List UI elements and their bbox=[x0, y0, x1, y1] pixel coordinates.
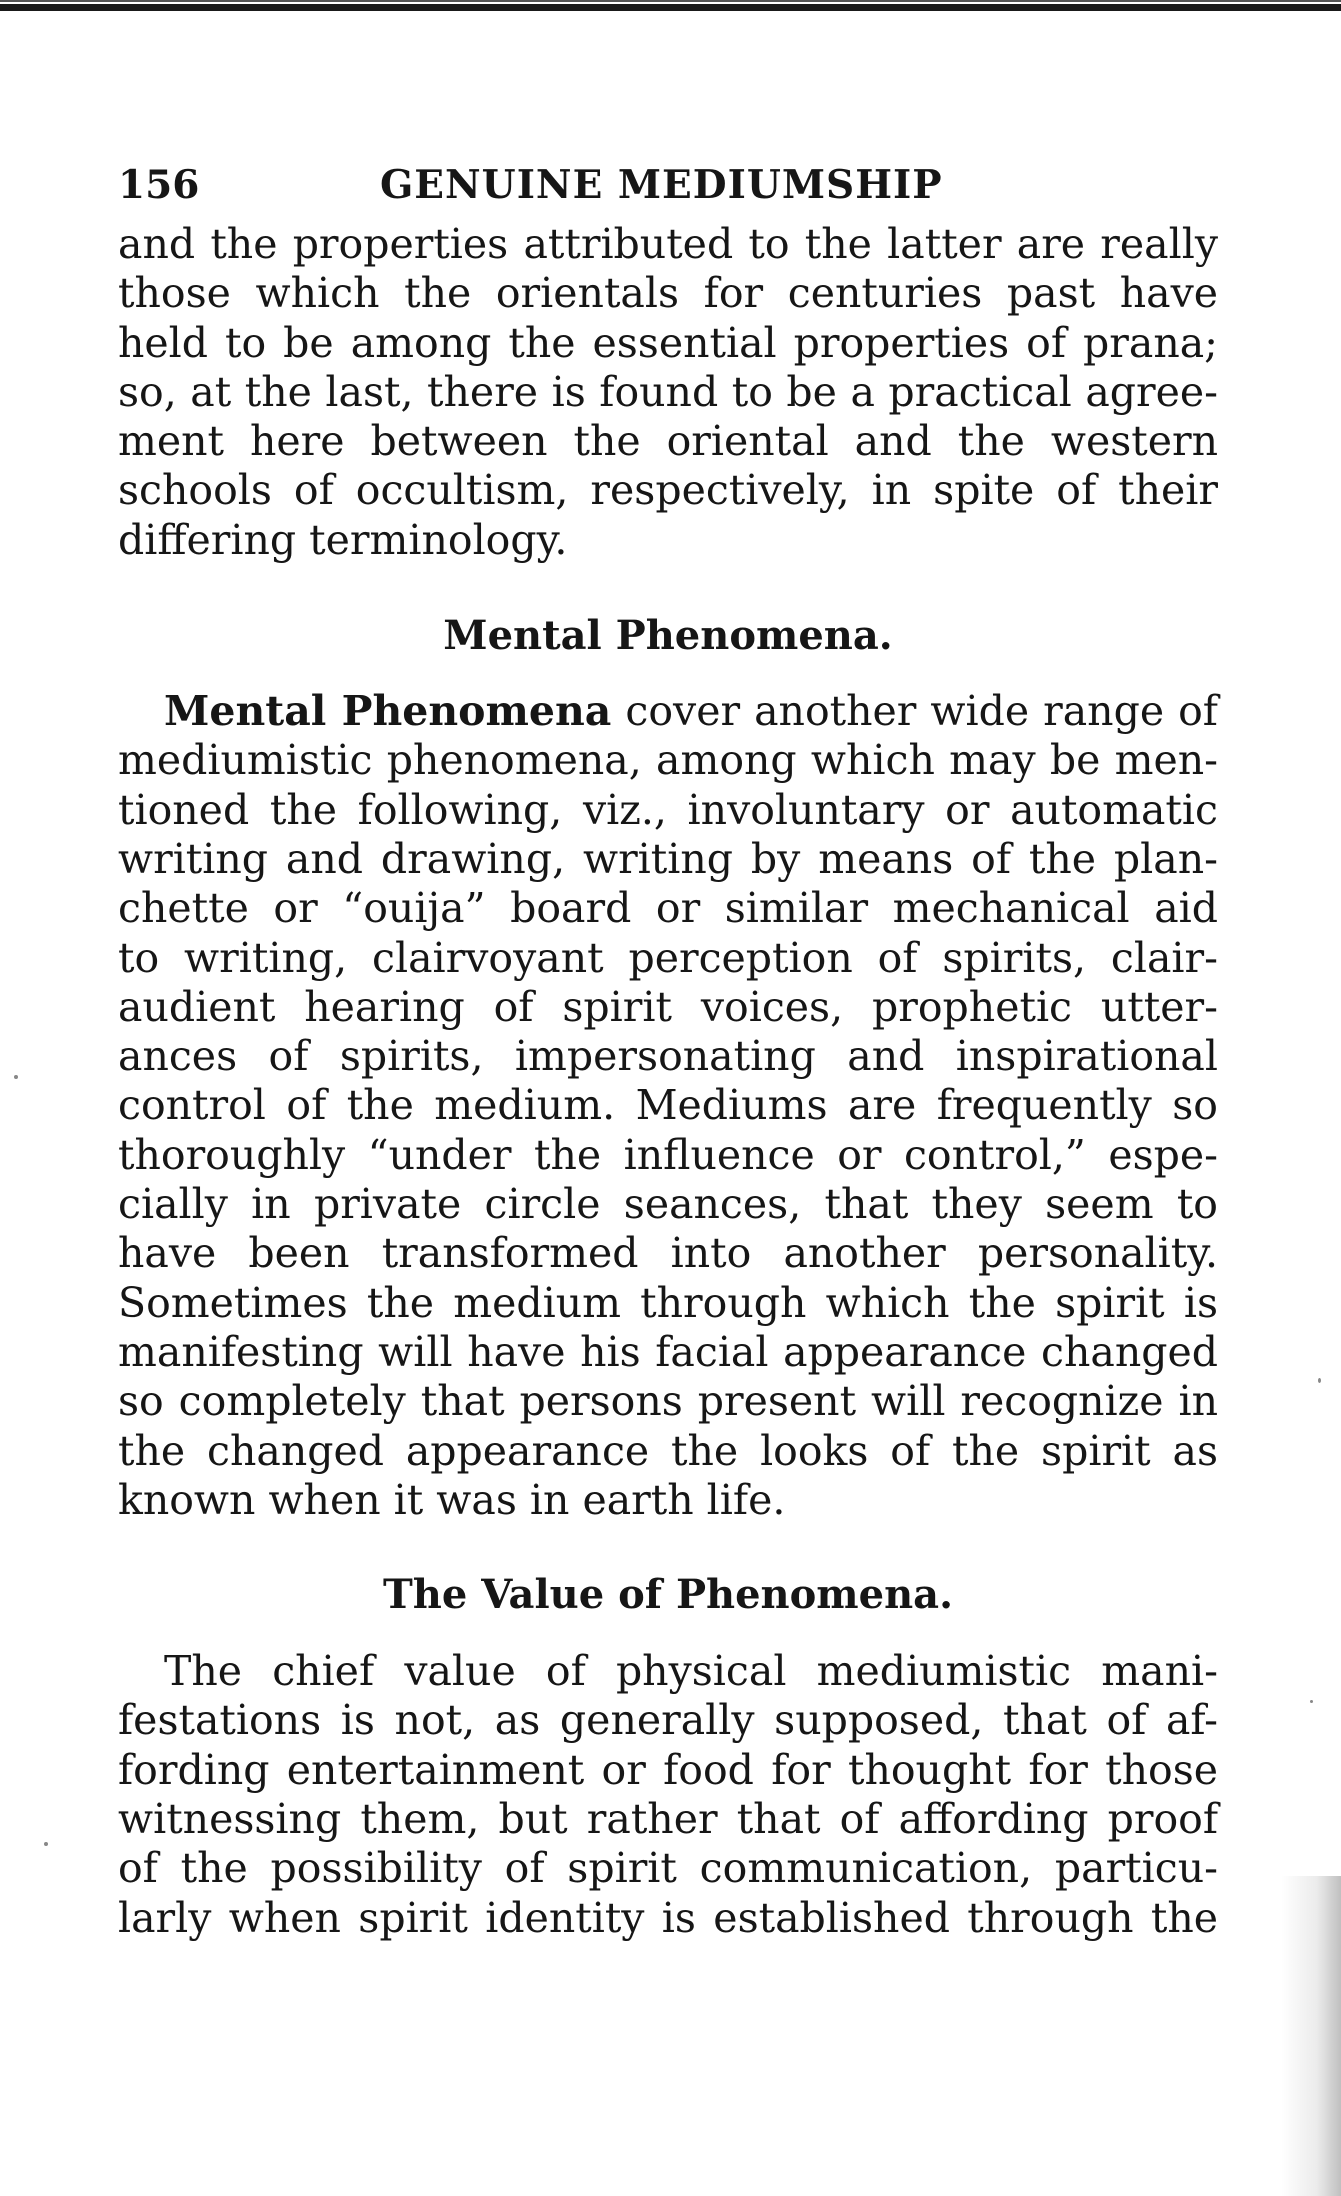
text-line: known when it was in earth life. bbox=[118, 1475, 786, 1524]
running-head bbox=[118, 162, 1218, 220]
page-edge-shadow bbox=[1281, 1876, 1341, 2196]
text-line: held to be among the essential properties of prana; bbox=[118, 318, 1218, 367]
text-line: so, at the last, there is found to be a practical agree- bbox=[118, 367, 1218, 416]
text-line: larly when spirit identity is established through the bbox=[118, 1893, 1218, 1942]
page-number: 156 bbox=[118, 162, 200, 208]
text-line: of the possibility of spirit communication, particu- bbox=[118, 1844, 1218, 1893]
running-title: GENUINE MEDIUMSHIP bbox=[380, 162, 943, 208]
text-line: The chief value of physical mediumistic mani- bbox=[164, 1647, 1218, 1696]
text-line: mediumistic phenomena, among which may be men- bbox=[118, 736, 1218, 785]
text-line: fording entertainment or food for thought for those bbox=[118, 1745, 1218, 1794]
text-line: manifesting will have his facial appearance changed bbox=[118, 1327, 1218, 1376]
text-line: to writing, clairvoyant perception of spirits, clair- bbox=[118, 933, 1218, 982]
top-border-rule bbox=[0, 4, 1341, 11]
text-line: festations is not, as generally supposed, that of af- bbox=[118, 1696, 1218, 1745]
scan-speck bbox=[44, 1842, 48, 1846]
scan-speck bbox=[1318, 1378, 1321, 1383]
text-line: those which the orientals for centuries past have bbox=[118, 269, 1218, 318]
lead-in-term: Mental Phenomena bbox=[164, 687, 612, 736]
text-line: ment here between the oriental and the western bbox=[118, 417, 1218, 466]
text-line: differing terminology. bbox=[118, 515, 568, 564]
text-line: have been transformed into another personality. bbox=[118, 1229, 1218, 1278]
text-line: audient hearing of spirit voices, prophetic utter- bbox=[118, 982, 1218, 1031]
text-line bbox=[118, 687, 1218, 736]
scan-speck bbox=[14, 1075, 18, 1079]
scan-speck bbox=[1310, 1700, 1313, 1703]
section-heading-value-of-phenomena: The Value of Phenomena. bbox=[382, 1571, 954, 1619]
text-line: cially in private circle seances, that they seem to bbox=[118, 1180, 1218, 1229]
text-line: control of the medium. Mediums are frequently so bbox=[118, 1081, 1218, 1130]
section-heading-mental-phenomena: Mental Phenomena. bbox=[443, 612, 893, 660]
paragraph-value-of-phenomena bbox=[118, 1647, 1218, 1943]
top-edge-line bbox=[0, 0, 1341, 2]
text-fragment: cover another wide range of bbox=[625, 687, 1218, 736]
text-line: writing and drawing, writing by means of the plan- bbox=[118, 834, 1218, 883]
text-line: the changed appearance the looks of the spirit as bbox=[118, 1426, 1218, 1475]
text-line: tioned the following, viz., involuntary or automatic bbox=[118, 785, 1218, 834]
text-line: schools of occultism, respectively, in spite of their bbox=[118, 466, 1218, 515]
text-line: witnessing them, but rather that of affording proof bbox=[118, 1795, 1218, 1844]
text-line: so completely that persons present will recognize in bbox=[118, 1377, 1218, 1426]
text-line: and the properties attributed to the latter are really bbox=[118, 220, 1218, 268]
paragraph-mental-phenomena bbox=[118, 687, 1218, 1525]
text-line: thoroughly “under the influence or control,” espe- bbox=[118, 1130, 1218, 1179]
text-line: ances of spirits, impersonating and inspirational bbox=[118, 1032, 1218, 1081]
text-line: Sometimes the medium through which the spirit is bbox=[118, 1278, 1218, 1327]
text-line: chette or “ouija” board or similar mechanical aid bbox=[118, 884, 1218, 933]
book-page bbox=[118, 162, 1218, 1943]
paragraph-prana bbox=[118, 220, 1218, 565]
